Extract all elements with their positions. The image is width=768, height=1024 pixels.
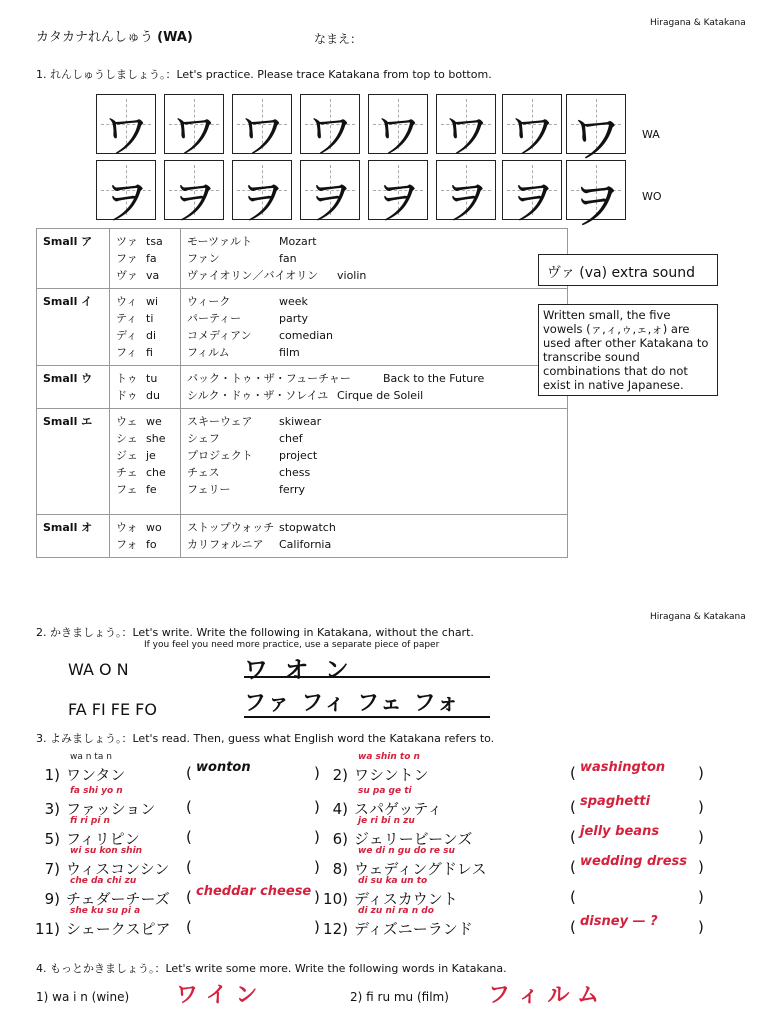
trace-kana: ワ	[237, 108, 286, 164]
small-kana-romaji: tu	[146, 372, 158, 385]
trace-cell[interactable]	[566, 94, 626, 170]
reading-annotation: she ku su pi a	[70, 906, 141, 916]
section2-instruction: 2. かきましょう。：Let's write. Write the following in Katakana, without the chart.	[36, 626, 474, 639]
group-label: Small エ	[37, 409, 110, 515]
item-katakana: ジェリービーンズ	[354, 830, 473, 848]
more-prompt-1: 1) wa i n (wine)	[36, 990, 130, 1004]
small-kana-romaji: va	[146, 269, 160, 282]
small-kana-romaji: du	[146, 389, 160, 402]
small-kana-group	[37, 409, 568, 515]
small-kana: フィ	[116, 346, 138, 359]
item-number: 8)	[332, 860, 348, 878]
small-kana-romaji: we	[146, 415, 162, 428]
example-meaning: skiwear	[279, 415, 322, 428]
trace-cell[interactable]	[566, 160, 626, 236]
answer-paren-open: (	[186, 798, 192, 816]
guess-answer[interactable]: disney — ?	[580, 914, 658, 929]
item-number: 12)	[323, 920, 348, 938]
example-word: スキーウェア	[187, 415, 253, 428]
trace-cell[interactable]	[96, 94, 156, 164]
example-meaning: Cirque de Soleil	[337, 389, 424, 402]
trace-kana: ワ	[441, 108, 490, 164]
small-kana: ティ	[116, 312, 138, 325]
reading-annotation: fa shi yo n	[70, 786, 123, 796]
item-katakana: フィリピン	[66, 830, 140, 848]
kana-pairs	[110, 515, 181, 558]
trace-kana: ワ	[305, 108, 354, 164]
example-words	[181, 409, 568, 515]
example-meaning: party	[279, 312, 309, 325]
example-word: バック・トゥ・ザ・フューチャー	[187, 372, 351, 385]
reading-item	[318, 764, 429, 785]
reading-annotation: su pa ge ti	[358, 786, 412, 796]
item-number: 6)	[332, 830, 348, 848]
answer-paren-open: (	[186, 918, 192, 936]
small-kana-group	[37, 515, 568, 558]
reading-annotation: che da chi zu	[70, 876, 137, 886]
trace-kana: ヲ	[569, 176, 622, 236]
write-prompt-2: FA FI FE FO	[68, 700, 157, 719]
item-number: 10)	[323, 890, 348, 908]
example-meaning: violin	[337, 269, 367, 282]
answer-paren-close: )	[314, 888, 320, 906]
section2-subnote: If you feel you need more practice, use a separate piece of paper	[144, 640, 440, 650]
answer-paren-open: (	[570, 828, 576, 846]
answer-paren-open: (	[570, 858, 576, 876]
trace-kana: ヲ	[101, 174, 150, 230]
trace-kana: ヲ	[305, 174, 354, 230]
section3-instruction: 3. よみましょう。：Let's read. Then, guess what English word the Katakana refers to.	[36, 732, 495, 745]
answer-paren-open: (	[186, 858, 192, 876]
item-katakana: ワシントン	[354, 766, 429, 784]
guess-answer[interactable]: wonton	[196, 760, 251, 775]
example-meaning: film	[279, 346, 300, 359]
item-katakana: ウィスコンシン	[66, 860, 170, 878]
answer-paren-close: )	[314, 918, 320, 936]
worksheet-title	[36, 26, 193, 45]
small-kana-group	[37, 366, 568, 409]
reading-item	[318, 918, 473, 939]
kana-pairs	[110, 229, 181, 289]
item-number: 5)	[44, 830, 60, 848]
trace-cell[interactable]	[164, 94, 224, 164]
group-label: Small オ	[37, 515, 110, 558]
small-kana-romaji: tsa	[146, 235, 163, 248]
answer-paren-close: )	[698, 918, 704, 936]
more-answer-2: フ ィ ル ム	[488, 983, 599, 1008]
trace-cell[interactable]	[164, 160, 224, 230]
trace-cell[interactable]	[232, 94, 292, 164]
more-answer-1: ワ イ ン	[176, 983, 258, 1008]
small-kana-romaji: fa	[146, 252, 157, 265]
item-number: 2)	[332, 766, 348, 784]
small-kana-romaji: ti	[146, 312, 154, 325]
example-words	[181, 229, 568, 289]
va-extra-sound-text: ヴァ (va) extra sound	[547, 265, 695, 281]
trace-kana: ワ	[569, 110, 622, 170]
guess-answer[interactable]: jelly beans	[580, 824, 660, 839]
note-text: Written small, the five vowels (ァ,ィ,ゥ,ェ,ォ) are used after other Katakana to transcribe sound combinations that do not exist in native Japanese.	[543, 308, 709, 392]
kana-pairs	[110, 409, 181, 515]
item-katakana: スパゲッティ	[354, 800, 443, 818]
romaji-wa: WA	[642, 128, 660, 141]
answer-paren-close: )	[698, 888, 704, 906]
trace-cell[interactable]	[436, 160, 496, 230]
group-label: Small ウ	[37, 366, 110, 409]
small-kana: ウィ	[116, 295, 138, 308]
reading-item	[30, 918, 171, 939]
corner-label-2: Hiragana & Katakana	[650, 612, 746, 622]
example-meaning: project	[279, 449, 318, 462]
trace-kana: ワ	[507, 108, 556, 164]
reading-annotation: je ri bi n zu	[358, 816, 415, 826]
reading-annotation: wa shin to n	[358, 752, 420, 762]
item-katakana: ファッション	[66, 800, 156, 818]
section4-instruction: 4. もっとかきましょう。：Let's write some more. Write the following words in Katakana.	[36, 962, 507, 975]
small-kana: ジェ	[116, 449, 138, 462]
small-kana: シェ	[116, 432, 138, 445]
example-word: シェフ	[187, 432, 220, 445]
example-word: カリフォルニア	[187, 538, 264, 551]
trace-kana: ヲ	[237, 174, 286, 230]
small-kana: ファ	[116, 252, 138, 265]
reading-annotation: di su ka un to	[358, 876, 428, 886]
small-kana-group	[37, 229, 568, 289]
trace-kana: ヲ	[441, 174, 490, 230]
small-kana-romaji: fo	[146, 538, 157, 551]
answer-paren-close: )	[314, 858, 320, 876]
group-label: Small イ	[37, 289, 110, 366]
answer-paren-close: )	[698, 764, 704, 782]
example-word: ストップウォッチ	[187, 521, 275, 534]
title-japanese: カタカナれんしゅう	[36, 30, 154, 45]
small-kana: フェ	[116, 483, 138, 496]
reading-annotation: wa n ta n	[70, 752, 112, 762]
item-number: 7)	[44, 860, 60, 878]
small-kana: ウォ	[116, 521, 138, 534]
note-box	[538, 304, 718, 396]
example-words	[181, 289, 568, 366]
more-prompt-2: 2) fi ru mu (film)	[350, 990, 449, 1004]
small-kana: ディ	[116, 329, 138, 342]
example-word: チェス	[187, 466, 220, 479]
answer-paren-open: (	[186, 764, 192, 782]
name-label: なまえ：	[314, 32, 363, 46]
answer-paren-close: )	[698, 828, 704, 846]
example-words	[181, 515, 568, 558]
example-word: シルク・ドゥ・ザ・ソレイユ	[187, 389, 329, 402]
trace-cell[interactable]	[300, 94, 360, 164]
kana-pairs	[110, 289, 181, 366]
trace-cell[interactable]	[502, 160, 562, 230]
item-katakana: ワンタン	[66, 766, 126, 784]
trace-cell[interactable]	[368, 94, 428, 164]
item-number: 3)	[44, 800, 60, 818]
example-word: プロジェクト	[187, 449, 253, 462]
small-kana-group	[37, 289, 568, 366]
answer-paren-close: )	[314, 828, 320, 846]
example-word: コメディアン	[187, 329, 252, 342]
item-katakana: ウェディングドレス	[354, 860, 487, 878]
item-number: 9)	[44, 890, 60, 908]
small-kana-romaji: fi	[146, 346, 153, 359]
trace-kana: ワ	[373, 108, 422, 164]
small-kana: ツァ	[116, 235, 138, 248]
item-katakana: ディズニーランド	[354, 920, 473, 938]
trace-cell[interactable]	[232, 160, 292, 230]
reading-annotation: fi ri pi n	[70, 816, 110, 826]
example-meaning: stopwatch	[279, 521, 336, 534]
answer-paren-open: (	[570, 764, 576, 782]
small-kana: ドゥ	[116, 389, 138, 402]
reading-annotation: we di n gu do re su	[358, 846, 455, 856]
small-kana: チェ	[116, 466, 138, 479]
reading-item	[30, 764, 125, 785]
trace-cell[interactable]	[300, 160, 360, 230]
guess-answer[interactable]: cheddar cheese	[196, 884, 312, 899]
example-meaning: Back to the Future	[383, 372, 485, 385]
small-kana-romaji: wi	[146, 295, 159, 308]
answer-paren-open: (	[570, 918, 576, 936]
kana-pairs	[110, 366, 181, 409]
answer-paren-open: (	[570, 798, 576, 816]
example-meaning: fan	[279, 252, 297, 265]
guess-answer[interactable]: wedding dress	[580, 854, 687, 869]
write-answer-2: ファ フィ フェ フォ	[244, 691, 461, 716]
answer-paren-close: )	[314, 798, 320, 816]
group-label: Small ア	[37, 229, 110, 289]
example-word: フェリー	[187, 483, 231, 496]
title-bold: (WA)	[157, 30, 193, 45]
va-extra-sound-box	[538, 254, 718, 286]
example-word: ファン	[187, 252, 220, 265]
example-meaning: chess	[279, 466, 311, 479]
small-kana-romaji: she	[146, 432, 166, 445]
example-word: パーティー	[187, 312, 242, 325]
answer-paren-close: )	[698, 858, 704, 876]
trace-cell[interactable]	[368, 160, 428, 230]
answer-paren-open: (	[570, 888, 576, 906]
example-meaning: Mozart	[279, 235, 317, 248]
answer-line-1	[244, 676, 490, 678]
item-number: 11)	[35, 920, 60, 938]
small-kana-table	[36, 228, 568, 558]
small-kana-romaji: fe	[146, 483, 157, 496]
small-kana-romaji: che	[146, 466, 166, 479]
answer-paren-open: (	[186, 888, 192, 906]
small-kana-romaji: di	[146, 329, 157, 342]
trace-kana: ワ	[169, 108, 218, 164]
example-word: モーツァルト	[187, 235, 253, 248]
trace-kana: ヲ	[373, 174, 422, 230]
trace-cell[interactable]	[436, 94, 496, 164]
romaji-wo: WO	[642, 190, 662, 203]
example-meaning: California	[279, 538, 332, 551]
example-word: ヴァイオリン／バイオリン	[187, 269, 319, 282]
example-meaning: week	[279, 295, 308, 308]
example-meaning: comedian	[279, 329, 334, 342]
small-kana: トゥ	[116, 372, 138, 385]
write-answer-1: ワ オ ン	[244, 656, 353, 684]
trace-cell[interactable]	[96, 160, 156, 230]
answer-line-2	[244, 716, 490, 718]
write-prompt-1: WA O N	[68, 660, 129, 679]
trace-cell[interactable]	[502, 94, 562, 164]
small-kana-romaji: wo	[146, 521, 162, 534]
example-meaning: chef	[279, 432, 303, 445]
corner-label: Hiragana & Katakana	[650, 18, 746, 28]
trace-kana: ヲ	[169, 174, 218, 230]
example-word: ウィーク	[187, 295, 231, 308]
reading-annotation: di zu ni ra n do	[358, 906, 434, 916]
trace-kana: ヲ	[507, 174, 556, 230]
item-katakana: チェダーチーズ	[66, 890, 170, 908]
answer-paren-close: )	[314, 764, 320, 782]
item-katakana: シェークスピア	[66, 920, 171, 938]
item-katakana: ディスカウント	[354, 890, 458, 908]
example-word: フィルム	[187, 346, 230, 359]
small-kana: ウェ	[116, 415, 138, 428]
answer-paren-open: (	[186, 828, 192, 846]
reading-annotation: wi su kon shin	[70, 846, 143, 856]
small-kana: ヴァ	[116, 269, 138, 282]
answer-paren-close: )	[698, 798, 704, 816]
small-kana-romaji: je	[146, 449, 156, 462]
guess-answer[interactable]: spaghetti	[580, 794, 651, 809]
guess-answer[interactable]: washington	[580, 760, 666, 775]
section1-instruction: 1. れんしゅうしましょう。：Let's practice. Please trace Katakana from top to bottom.	[36, 68, 492, 81]
trace-kana: ワ	[101, 108, 150, 164]
item-number: 1)	[44, 766, 60, 784]
example-meaning: ferry	[279, 483, 306, 496]
example-words	[181, 366, 568, 409]
item-number: 4)	[332, 800, 348, 818]
small-kana: フォ	[116, 538, 138, 551]
